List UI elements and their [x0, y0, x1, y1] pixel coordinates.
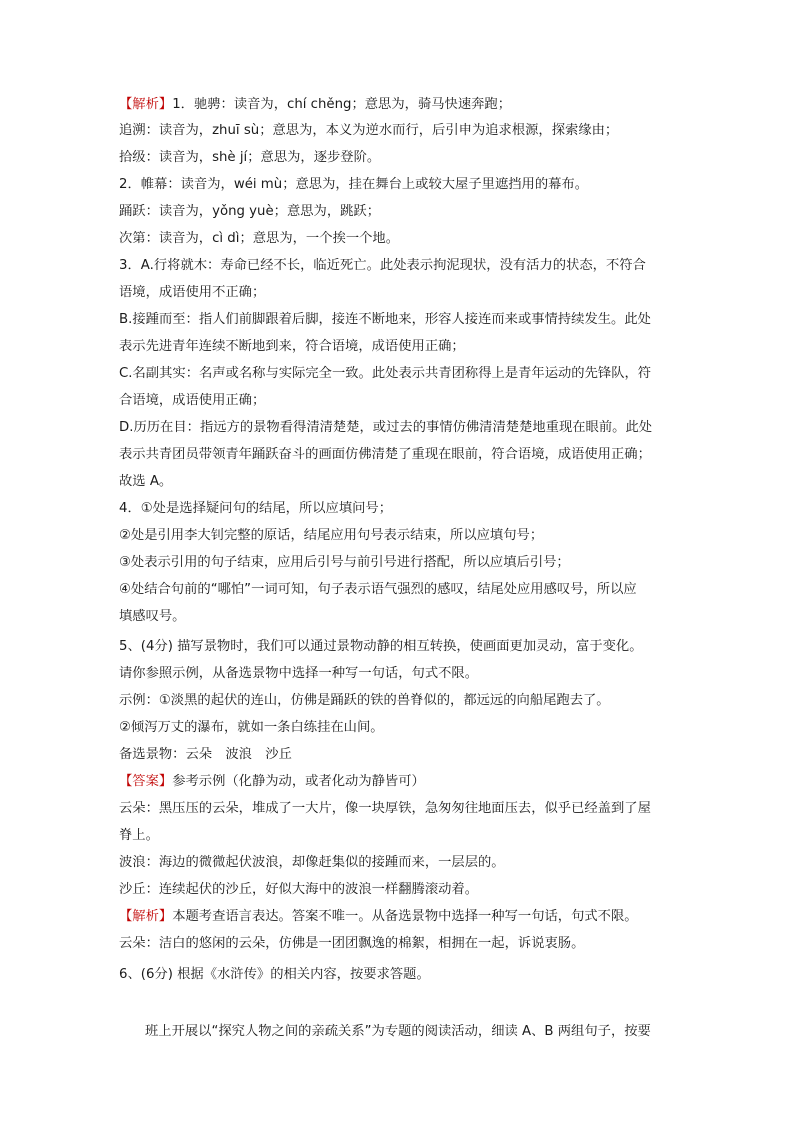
- doc-line: 表示先进青年连续不断地到来，符合语境，成语使用正确；: [119, 339, 465, 354]
- doc-line: 填感叹号。: [119, 609, 186, 624]
- section-tag: 【解析】: [119, 97, 173, 112]
- doc-line: 故选 A。: [119, 474, 173, 489]
- doc-line: [119, 773, 679, 791]
- doc-line: 波浪：海边的微微起伏波浪，却像赶集似的接踵而来，一层层的。: [119, 855, 505, 870]
- doc-line: 6、(6分) 根据《水浒传》的相关内容，按要求答题。: [119, 967, 430, 982]
- doc-line: ②倾泻万丈的瀑布，就如一条白练挂在山间。: [119, 720, 384, 735]
- doc-line: 4．①处是选择疑问句的结尾，所以应填问号；: [119, 501, 393, 516]
- doc-line: 备选景物：云朵 波浪 沙丘: [119, 747, 292, 762]
- doc-line: 5、(4分) 描写景物时，我们可以通过景物动静的相互转换，使画面更加灵动，富于变化。: [119, 639, 643, 654]
- section-tag: 【解析】: [119, 909, 173, 924]
- doc-line: ②处是引用李大钊完整的原话，结尾应用句号表示结束，所以应填句号；: [119, 528, 544, 543]
- doc-line: C.名副其实：名声或名称与实际完全一致。此处表示共青团称得上是青年运动的先锋队，符: [119, 366, 652, 381]
- doc-line: 踊跃：读音为，yǒng yuè；意思为，跳跃；: [119, 204, 381, 219]
- doc-line: 沙丘：连续起伏的沙丘，好似大海中的波浪一样翻腾滚动着。: [119, 882, 479, 897]
- doc-line: 合语境，成语使用正确；: [119, 393, 266, 408]
- doc-line: 2．帷幕：读音为，wéi mù；意思为，挂在舞台上或较大屋子里遮挡用的幕布。: [119, 177, 589, 192]
- line-text: 1．驰骋：读音为，chí chěng；意思为，骑马快速奔跑；: [172, 97, 512, 112]
- doc-line: 追溯：读音为，zhuī sù；意思为，本义为逆水而行，后引申为追求根源，探索缘由；: [119, 123, 619, 138]
- doc-line: 表示共青团员带领青年踊跃奋斗的画面仿佛清楚了重现在眼前，符合语境，成语使用正确；: [119, 447, 651, 462]
- doc-line: 3．A.行将就木：寿命已经不长，临近死亡。此处表示拘泥现状，没有活力的状态，不符合: [119, 258, 646, 273]
- doc-line: ④处结合句前的“哪怕”一词可知，句子表示语气强烈的感叹，结尾处应用感叹号，所以应: [119, 582, 637, 597]
- doc-line: 示例：①淡黑的起伏的连山，仿佛是踊跃的铁的兽脊似的，都远远的向船尾跑去了。: [119, 693, 610, 708]
- doc-line: [119, 96, 679, 114]
- doc-line: 脊上。: [119, 828, 159, 843]
- doc-line: 语境，成语使用不正确；: [119, 285, 266, 300]
- doc-line: [119, 908, 679, 926]
- doc-line: 拾级：读音为，shè jí；意思为，逐步登阶。: [119, 150, 381, 165]
- line-text: 参考示例（化静为动，或者化动为静皆可）: [172, 774, 425, 789]
- doc-line: 班上开展以“探究人物之间的亲疏关系”为专题的阅读活动，细读 A、B 两组句子，按要: [145, 1024, 651, 1039]
- doc-line: 云朵：洁白的悠闲的云朵，仿佛是一团团飘逸的棉絮，相拥在一起，诉说衷肠。: [119, 936, 585, 951]
- doc-line: 云朵：黑压压的云朵，堆成了一大片，像一块厚铁，急匆匆往地面压去，似乎已经盖到了屋: [119, 801, 651, 816]
- doc-line: D.历历在目：指远方的景物看得清清楚楚，或过去的事情仿佛清清楚楚地重现在眼前。此处: [119, 420, 653, 435]
- doc-line: 请你参照示例，从备选景物中选择一种写一句话，句式不限。: [119, 666, 479, 681]
- section-tag: 【答案】: [119, 774, 173, 789]
- doc-line: ③处表示引用的句子结束，应用后引号与前引号进行搭配，所以应填后引号；: [119, 555, 570, 570]
- doc-line: B.接踵而至：指人们前脚跟着后脚，接连不断地来，形容人接连而来或事情持续发生。此处: [119, 312, 651, 327]
- line-text: 本题考查语言表达。答案不唯一。从备选景物中选择一种写一句话，句式不限。: [172, 909, 638, 924]
- doc-line: 次第：读音为，cì dì；意思为，一个挨一个地。: [119, 231, 400, 246]
